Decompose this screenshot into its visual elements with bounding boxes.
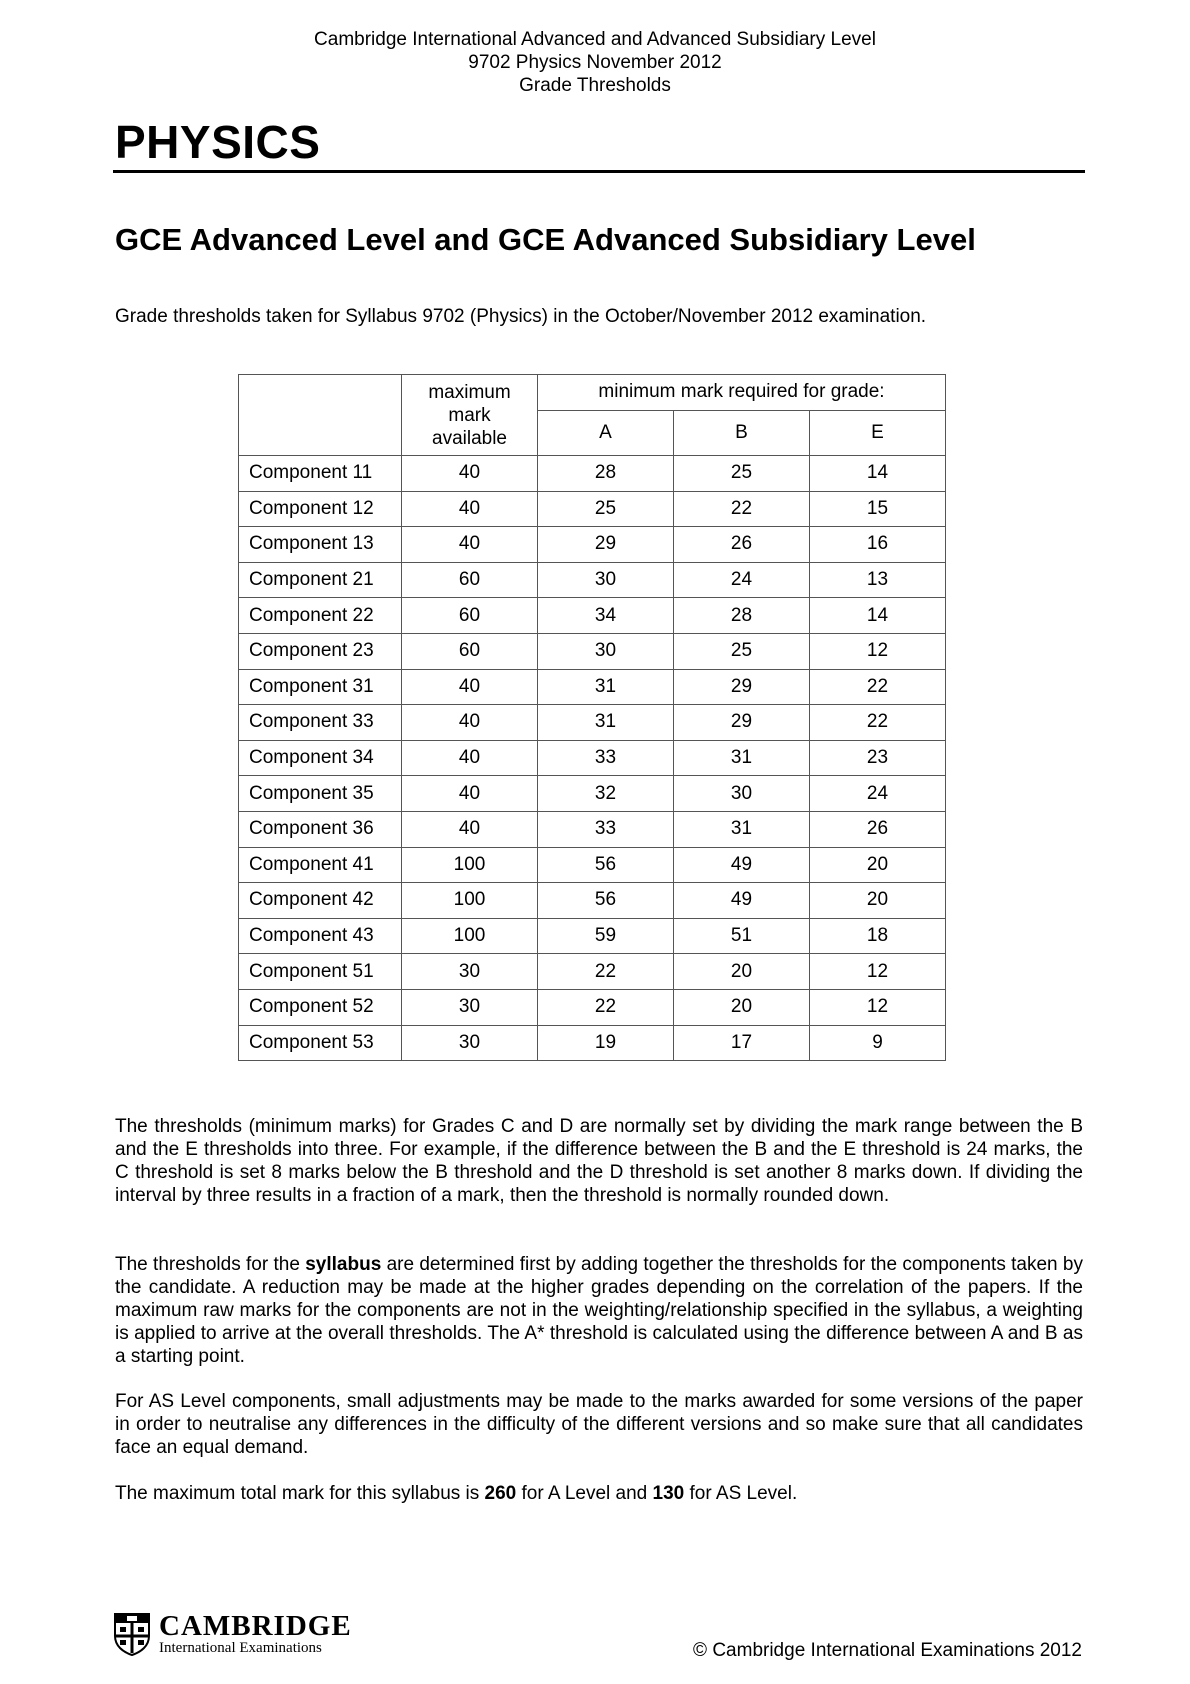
- grade-b-cell: 29: [674, 669, 810, 705]
- table-row: [239, 562, 946, 598]
- paragraph-as-adjustments: For AS Level components, small adjustments may be made to the marks awarded for some versions of the paper in order to neutralise any differences in the difficulty of the different versions and so make sure that all candidates face an equal demand.: [115, 1391, 1083, 1458]
- table-row: [239, 847, 946, 883]
- component-cell: Component 51: [239, 954, 402, 990]
- grade-a-cell: 22: [538, 954, 674, 990]
- grade-e-cell: 12: [810, 989, 946, 1025]
- grade-e-cell: 12: [810, 954, 946, 990]
- table-row: [239, 669, 946, 705]
- grade-e-header: E: [810, 410, 946, 455]
- grade-b-cell: 31: [674, 740, 810, 776]
- grade-a-cell: 30: [538, 633, 674, 669]
- grade-a-header: A: [538, 410, 674, 455]
- grade-a-cell: 56: [538, 883, 674, 919]
- min-mark-header: minimum mark required for grade:: [538, 375, 946, 411]
- max-mark-cell: 30: [402, 989, 538, 1025]
- grade-b-cell: 22: [674, 491, 810, 527]
- grade-e-cell: 9: [810, 1025, 946, 1061]
- grade-thresholds-table: [238, 374, 946, 1061]
- subject-title: PHYSICS: [115, 116, 321, 168]
- table-row: [239, 776, 946, 812]
- component-cell: Component 43: [239, 918, 402, 954]
- empty-header-cell: [239, 375, 402, 456]
- table-row: [239, 918, 946, 954]
- component-cell: Component 53: [239, 1025, 402, 1061]
- component-cell: Component 23: [239, 633, 402, 669]
- header-line-2: 9702 Physics November 2012: [468, 52, 722, 73]
- grade-a-cell: 31: [538, 705, 674, 741]
- grade-a-cell: 34: [538, 598, 674, 634]
- grade-a-cell: 30: [538, 562, 674, 598]
- p4-a-level-total: 260: [484, 1483, 517, 1504]
- paragraph-cd-thresholds: The thresholds (minimum marks) for Grades C and D are normally set by dividing the mark range between the B and the E thresholds into three. For example, if the difference between the B and the E threshold is 24 marks, the C threshold is set 8 marks below the B threshold and the D threshold is set another 8 marks down. If dividing the interval by three results in a fraction of a mark, then the threshold is normally rounded down.: [115, 1116, 1083, 1206]
- table-row: [239, 740, 946, 776]
- max-mark-cell: 30: [402, 1025, 538, 1061]
- table-row: [239, 989, 946, 1025]
- p2-post: are determined first by adding together the thresholds for the components taken by the candidate. A reduction may be made at the higher grades depending on the correlation of the papers. If the maximum raw marks for the components are not in the weighting/relationship specified in the syllabus, a weighting is applied to arrive at the overall thresholds. The A* threshold is calculated using the difference between A and B as a starting point.: [115, 1254, 1083, 1367]
- grade-b-cell: 51: [674, 918, 810, 954]
- table-row: [239, 598, 946, 634]
- max-mark-cell: 60: [402, 562, 538, 598]
- grade-a-cell: 22: [538, 989, 674, 1025]
- component-cell: Component 42: [239, 883, 402, 919]
- table-row: [239, 1025, 946, 1061]
- grade-e-cell: 20: [810, 883, 946, 919]
- table-row: [239, 705, 946, 741]
- grade-e-cell: 20: [810, 847, 946, 883]
- p4-pre: The maximum total mark for this syllabus is: [115, 1483, 485, 1504]
- grade-b-cell: 26: [674, 527, 810, 563]
- component-cell: Component 31: [239, 669, 402, 705]
- component-cell: Component 22: [239, 598, 402, 634]
- grade-e-cell: 15: [810, 491, 946, 527]
- p2-bold: syllabus: [305, 1254, 382, 1275]
- grade-e-cell: 16: [810, 527, 946, 563]
- component-cell: Component 52: [239, 989, 402, 1025]
- component-cell: Component 35: [239, 776, 402, 812]
- table-row: [239, 527, 946, 563]
- grade-e-cell: 22: [810, 669, 946, 705]
- component-cell: Component 21: [239, 562, 402, 598]
- grade-b-cell: 31: [674, 811, 810, 847]
- grade-a-cell: 32: [538, 776, 674, 812]
- grade-b-cell: 24: [674, 562, 810, 598]
- intro-text: Grade thresholds taken for Syllabus 9702 (Physics) in the October/November 2012 examination.: [115, 306, 927, 327]
- component-cell: Component 41: [239, 847, 402, 883]
- component-cell: Component 36: [239, 811, 402, 847]
- max-mark-cell: 40: [402, 669, 538, 705]
- component-cell: Component 12: [239, 491, 402, 527]
- grade-b-cell: 25: [674, 633, 810, 669]
- paragraph-syllabus-thresholds: [115, 1253, 1083, 1368]
- grade-e-cell: 14: [810, 598, 946, 634]
- grade-a-cell: 33: [538, 811, 674, 847]
- grade-e-cell: 13: [810, 562, 946, 598]
- max-mark-cell: 40: [402, 456, 538, 492]
- grade-b-cell: 49: [674, 883, 810, 919]
- grade-b-cell: 49: [674, 847, 810, 883]
- header-line-3: Grade Thresholds: [519, 75, 671, 96]
- grade-a-cell: 29: [538, 527, 674, 563]
- grade-b-cell: 28: [674, 598, 810, 634]
- grade-b-cell: 20: [674, 954, 810, 990]
- grade-a-cell: 28: [538, 456, 674, 492]
- max-mark-cell: 30: [402, 954, 538, 990]
- max-mark-cell: 40: [402, 740, 538, 776]
- grade-e-cell: 12: [810, 633, 946, 669]
- max-mark-cell: 40: [402, 527, 538, 563]
- component-cell: Component 34: [239, 740, 402, 776]
- document-header: [0, 28, 1190, 97]
- max-mark-cell: 60: [402, 633, 538, 669]
- grade-e-cell: 18: [810, 918, 946, 954]
- grade-a-cell: 56: [538, 847, 674, 883]
- max-mark-header: [402, 375, 538, 456]
- cambridge-crest-icon: [113, 1612, 151, 1656]
- max-mark-cell: 100: [402, 918, 538, 954]
- grade-e-cell: 23: [810, 740, 946, 776]
- level-title: GCE Advanced Level and GCE Advanced Subsidiary Level: [115, 222, 976, 257]
- grade-a-cell: 33: [538, 740, 674, 776]
- grade-a-cell: 31: [538, 669, 674, 705]
- grade-table-body: [239, 456, 946, 1061]
- max-mark-cell: 40: [402, 491, 538, 527]
- logo-main-text: CAMBRIDGE: [159, 1609, 352, 1642]
- grade-e-cell: 14: [810, 456, 946, 492]
- max-mark-cell: 100: [402, 847, 538, 883]
- grade-b-cell: 25: [674, 456, 810, 492]
- grade-b-cell: 29: [674, 705, 810, 741]
- max-mark-cell: 40: [402, 811, 538, 847]
- p4-as-level-total: 130: [652, 1483, 685, 1504]
- table-row: [239, 456, 946, 492]
- component-cell: Component 33: [239, 705, 402, 741]
- grade-a-cell: 25: [538, 491, 674, 527]
- table-row: [239, 954, 946, 990]
- p2-pre: The thresholds for the: [115, 1254, 306, 1275]
- grade-e-cell: 24: [810, 776, 946, 812]
- max-mark-cell: 100: [402, 883, 538, 919]
- table-row: [239, 633, 946, 669]
- grade-a-cell: 19: [538, 1025, 674, 1061]
- p4-mid: for A Level and: [516, 1483, 653, 1504]
- grade-e-cell: 26: [810, 811, 946, 847]
- header-line-1: Cambridge International Advanced and Advanced Subsidiary Level: [314, 29, 876, 50]
- grade-e-cell: 22: [810, 705, 946, 741]
- p4-post: for AS Level.: [684, 1483, 798, 1504]
- table-row: [239, 491, 946, 527]
- cambridge-logo: [113, 1610, 352, 1658]
- max-mark-header-text: maximum mark available: [428, 381, 511, 449]
- grade-b-cell: 17: [674, 1025, 810, 1061]
- table-row: [239, 883, 946, 919]
- grade-b-cell: 20: [674, 989, 810, 1025]
- grade-b-cell: 30: [674, 776, 810, 812]
- grade-a-cell: 59: [538, 918, 674, 954]
- component-cell: Component 11: [239, 456, 402, 492]
- copyright-notice: © Cambridge International Examinations 2012: [693, 1640, 1082, 1661]
- logo-sub-text: International Examinations: [159, 1639, 322, 1656]
- table-row: [239, 811, 946, 847]
- paragraph-max-total: [115, 1482, 1083, 1505]
- max-mark-cell: 40: [402, 705, 538, 741]
- max-mark-cell: 60: [402, 598, 538, 634]
- title-rule: [113, 170, 1085, 173]
- max-mark-cell: 40: [402, 776, 538, 812]
- grade-b-header: B: [674, 410, 810, 455]
- component-cell: Component 13: [239, 527, 402, 563]
